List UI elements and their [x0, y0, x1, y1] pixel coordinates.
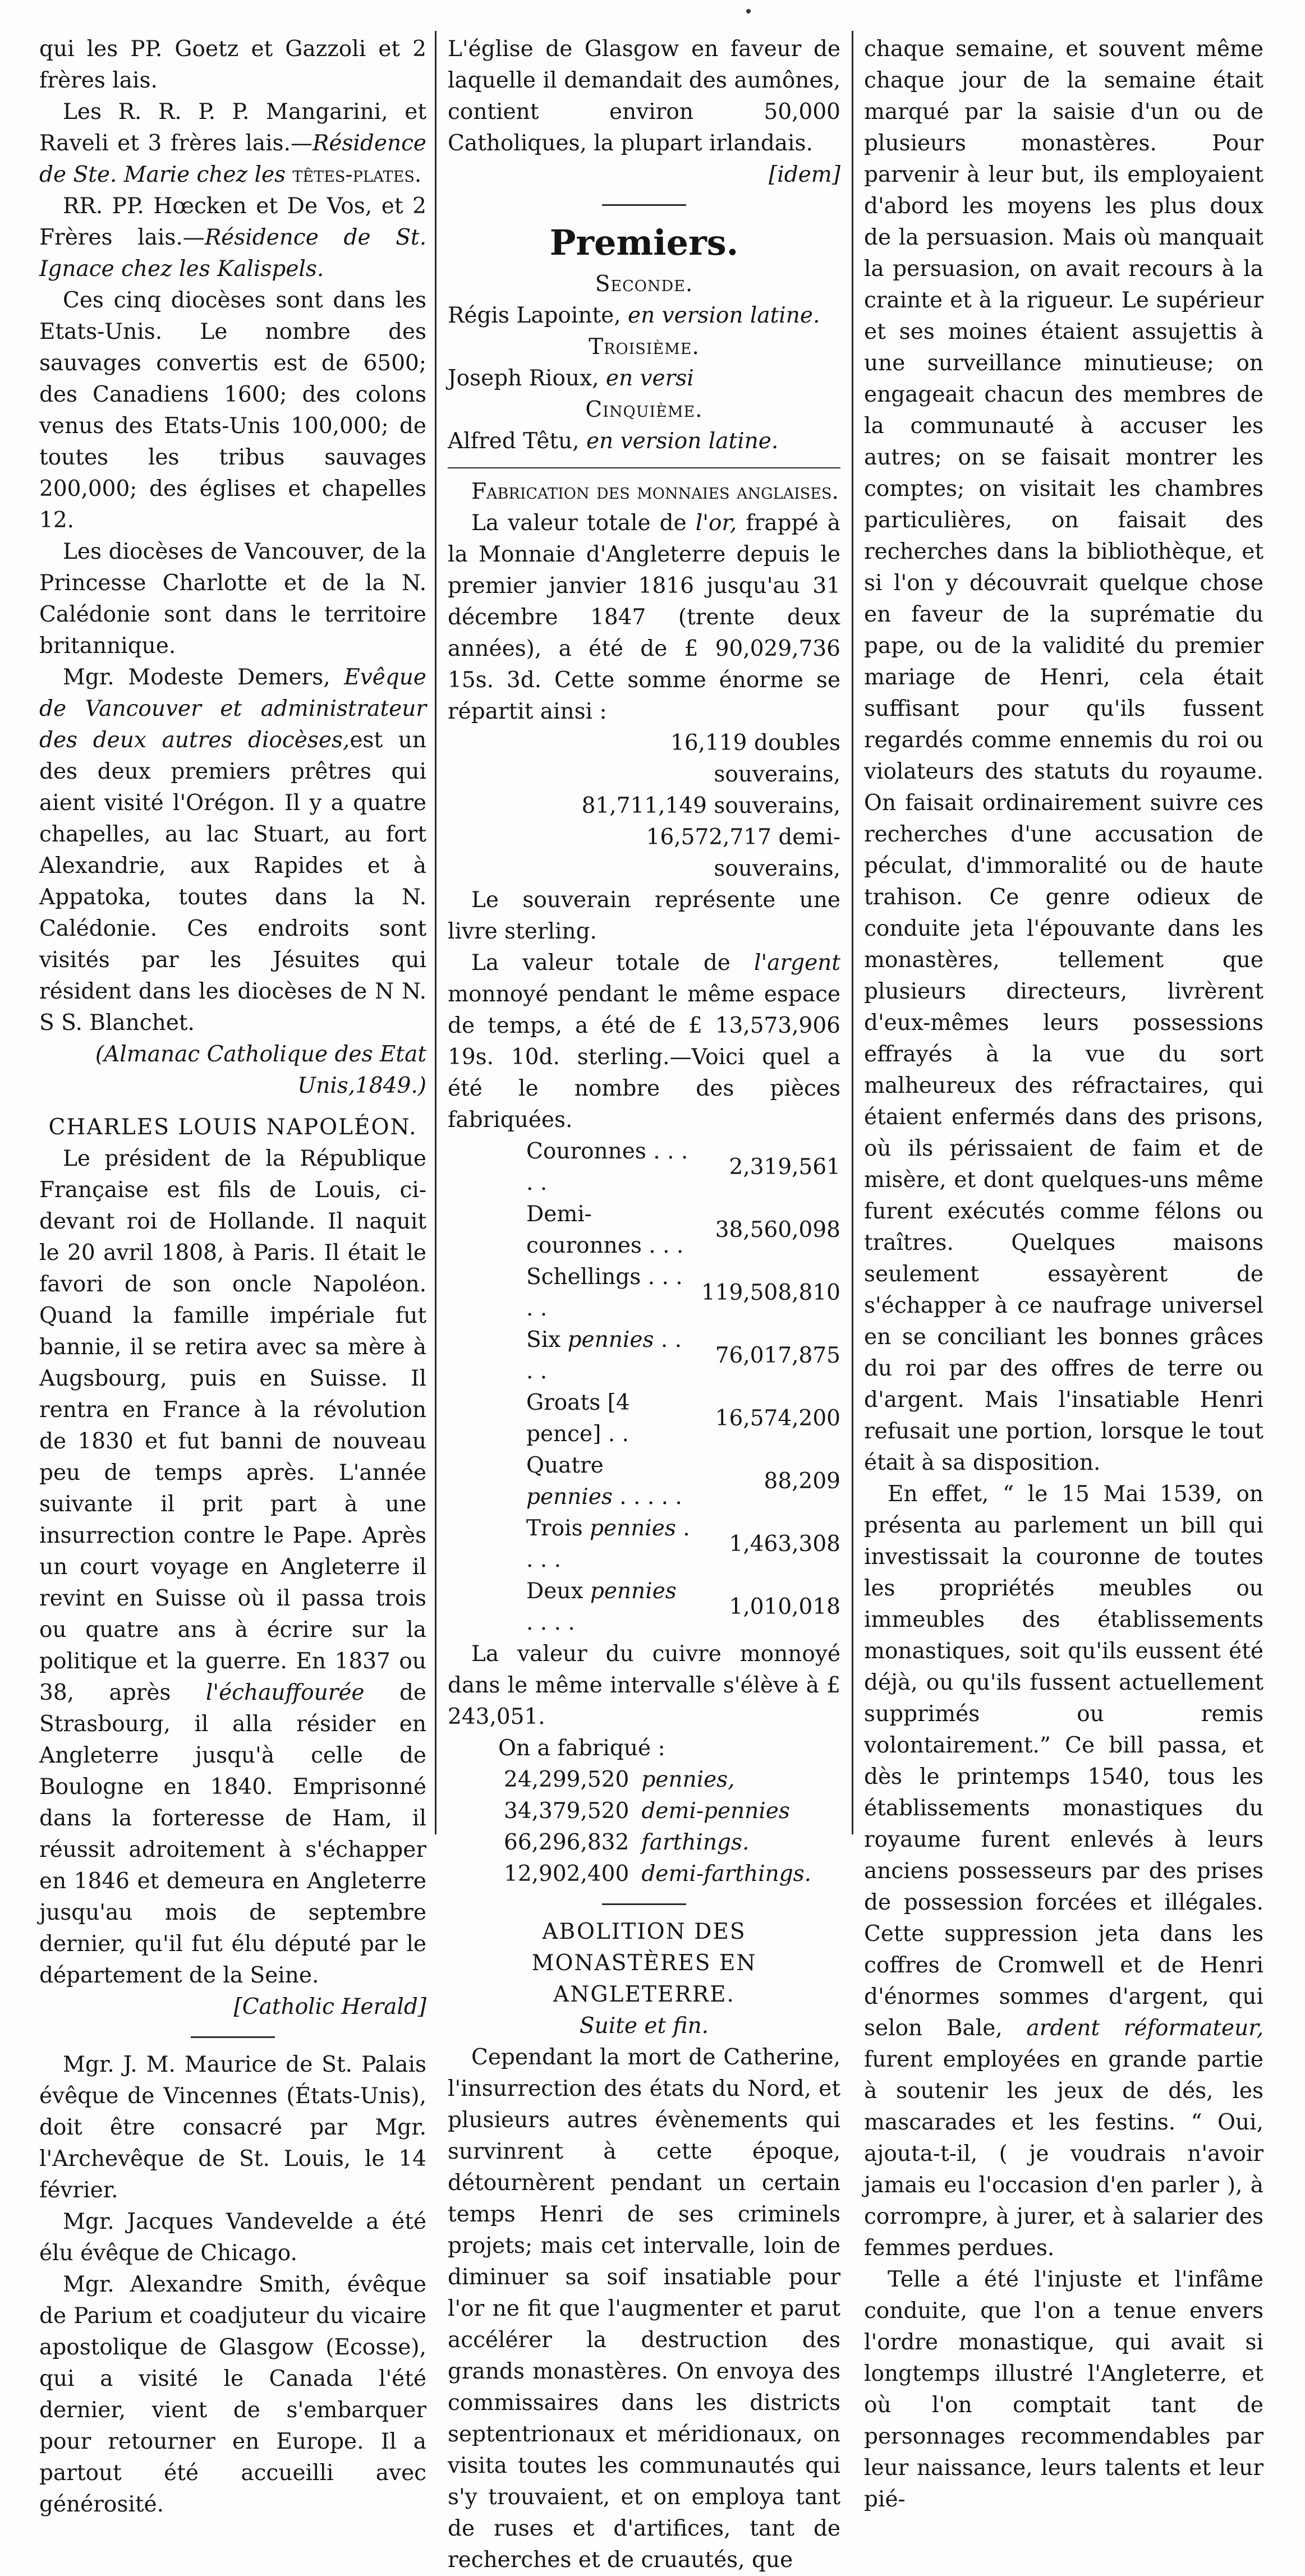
paragraph [448, 947, 840, 1136]
coin-count: 76,017,875 [715, 1343, 840, 1368]
table-row [448, 1796, 811, 1827]
coin-name: Trois pennies . . . . [526, 1516, 690, 1572]
text: En effet, “ le 15 Mai 1539, on présenta au parlement un bill qui investissait la couronne de toutes les propriétés meubles ou immeubles des établissements monastiques, soit qu'ils eussent été déjà, ou qu'ils fussent actuellement supprimés ou remis volontairement.” Ce bill passa, et dès le printemps 1540, tous les établissements monastiques du royaume furent enlevés à leurs anciens possesseurs par des prises de possession forcées et illégales. Cette suppression jeta dans les coffres de Cromwell et de Henri d'énormes sommes d'argent, qui selon Bale, [864, 1482, 1263, 2041]
divider [448, 467, 840, 468]
sovereign-table [448, 728, 840, 885]
coin-count: 1,010,018 [729, 1594, 840, 1620]
prize-line [448, 426, 840, 457]
column-3 [864, 34, 1263, 2515]
student-name: Alfred Têtu, [448, 429, 580, 454]
subheading: Suite et fin. [579, 2013, 709, 2039]
table-row [448, 1513, 840, 1576]
italic-text: Evêque de Vancouver et administrateur des deux autres diocèses, [39, 665, 426, 753]
coin-name: Quatre pennies . . . . . [526, 1453, 682, 1510]
paragraph [39, 1143, 426, 1991]
smallcaps-text: têtes-plates. [292, 162, 422, 187]
text: monnoyé pendant le même espace de temps, a été de £ 13,573,906 19s. 10d. sterling.—Voici quel a été le nombre des pièces fabriquées. [448, 982, 840, 1133]
copper-count: 34,379,520 [504, 1798, 629, 1824]
student-name: Joseph Rioux, [448, 366, 599, 391]
italic-text: l'or, [695, 510, 737, 536]
table-row [448, 728, 840, 790]
paragraph [448, 508, 840, 728]
copper-count: 66,296,832 [504, 1830, 629, 1855]
prize-line [448, 363, 840, 394]
coin-name: Deux pennies . . . . [526, 1579, 677, 1635]
copper-count: 12,902,400 [504, 1861, 629, 1887]
table-row [448, 1136, 840, 1199]
table-cell: 16,119 doubles souverains, [670, 730, 840, 787]
coin-name: Schellings . . . . . [526, 1264, 683, 1321]
italic-text: ardent réformateur, [1026, 2016, 1263, 2041]
paragraph: Cependant la mort de Catherine, l'insurrection des états du Nord, et plusieurs autres évènements qui survinrent à cette époque, détournèrent pendant un certain temps Henri de ses criminels projets; mais cet intervalle, loin de diminuer sa soif insatiable pour l'or ne fit que l'augmenter et parut accélérer la destruction des grands monastères. On envoya des commissaires dans les districts septentrionaux et méridionaux, on visita toutes les communautés qui s'y trouvaient, et on employa tant de ruses et d'artifices, tant de recherches et de cruautés, que [448, 2045, 840, 2573]
table-row [448, 1576, 840, 1639]
section-heading: CHARLES LOUIS NAPOLÉON. [48, 1115, 417, 1140]
paragraph: Mgr. J. M. Maurice de St. Palais évêque de Vincennes (États-Unis), doit être consacré par Mgr. l'Archevêque de St. Louis, le 14 février. [39, 2052, 426, 2203]
source-citation: [Catholic Herald] [233, 1994, 426, 2020]
text: Les R. R. P. P. Mangarini, et Raveli et 3 frères lais.— [39, 99, 426, 156]
paragraph [864, 1479, 1263, 2264]
text: La valeur totale de [471, 510, 687, 536]
paragraph: Mgr. Jacques Vandevelde a été élu évêque de Chicago. [39, 2209, 426, 2266]
coin-count: 38,560,098 [715, 1217, 840, 1243]
coin-name: Demi-couronnes . . . [526, 1202, 684, 1258]
italic-text: Résidence de Ste. Marie chez les [39, 131, 426, 187]
prize-subject: en versi [605, 366, 694, 391]
paragraph [39, 662, 426, 1039]
paragraph: Telle a été l'injuste et l'infâme conduite, que l'on a tenue envers l'ordre monastique, qui avait si longtemps illustré l'Angleterre, et où l'on comptait tant de personnages recommendables par leur naissance, leurs talents et leur pié- [864, 2267, 1263, 2512]
section-heading: Fabrication des monnaies anglaises. [471, 479, 839, 504]
class-label-troisieme: Troisième. [589, 334, 700, 360]
copper-label: demi-farthings. [641, 1861, 812, 1887]
prize-subject: en version latine. [628, 303, 820, 328]
coins-table [448, 1136, 840, 1639]
source-citation: [idem] [769, 162, 840, 187]
coin-count: 2,319,561 [729, 1154, 840, 1180]
premiers-heading: Premiers. [549, 222, 739, 263]
text: de Strasbourg, il alla résider en Angleterre jusqu'à celle de Boulogne en 1840. Emprisonné dans la forteresse de Ham, il réussit adroitement à s'échapper en 1846 et demeura en Angleterre jusqu'au mois de septembre dernier, qu'il fut élu député par le département de la Seine. [39, 1680, 427, 1988]
paragraph: Mgr. Alexandre Smith, évêque de Parium et coadjuteur du vicaire apostolique de Glasgow (Ecosse), qui a visité le Canada l'été dernier, vient de s'embarquer pour retourner en Europe. Il a partout été accueilli avec générosité. [39, 2272, 426, 2517]
paragraph: On a fabriqué : [498, 1736, 665, 1761]
class-label-seconde: Seconde. [595, 272, 693, 297]
table-row [448, 1827, 811, 1859]
coin-name: Groats [4 pence] . . [526, 1390, 630, 1447]
text: Le président de la République Française est fils de Louis, ci-devant roi de Hollande. Il naquit le 20 avril 1808, à Paris. Il était le favori de son oncle Napoléon. Quand la famille impériale fut bannie, il se retira avec sa mère à Augsbourg, puis en Suisse. Il rentra en France à la révolution de 1830 et fut banni de nouveau peu de temps après. L'année suivante il prit part à une insurrection contre le Pape. Après un court voyage en Angleterre il revint en Suisse où il passa trois ou quatre ans à écrire sur la politique et la guerre. En 1837 ou 38, après [39, 1146, 426, 1705]
class-label-cinquieme: Cinquième. [585, 397, 703, 422]
copper-label: demi-pennies [641, 1798, 790, 1824]
coin-name: Couronnes . . . . . [526, 1139, 688, 1195]
text: Mgr. Modeste Demers, [63, 665, 330, 690]
text: RR. PP. Hœcken et De Vos, et 2 Frères lais.— [39, 194, 426, 250]
section-heading: ABOLITION DES MONASTÈRES EN ANGLETERRE. [531, 1919, 757, 2007]
prize-line [448, 300, 840, 332]
paragraph: La valeur du cuivre monnoyé dans le même intervalle s'élève à £ 243,051. [448, 1641, 840, 1729]
table-row [448, 822, 840, 885]
column-rule [435, 31, 436, 1834]
divider [191, 2036, 275, 2038]
source-citation: (Almanac Catholique des Etat Unis,1849.) [95, 1042, 426, 1098]
table-row [448, 790, 840, 822]
table-cell: 16,572,717 demi-souverains, [646, 825, 840, 881]
text: est un des deux premiers prêtres qui aient visité l'Orégon. Il y a quatre chapelles, au lac Stuart, au fort Alexandrie, aux Rapides et à Appatoka, toutes dans la N. Calédonie. Ces endroits sont visités par les Jésuites qui résident dans les diocèses de N N. S S. Blanchet. [39, 728, 426, 1036]
student-name: Régis Lapointe, [448, 303, 621, 328]
italic-text: Résidence de St. Ignace chez les Kalispels. [39, 225, 426, 282]
paragraph [39, 96, 426, 191]
coin-count: 119,508,810 [701, 1280, 840, 1305]
column-rule [852, 31, 853, 1834]
copper-count: 24,299,520 [504, 1767, 629, 1792]
table-row [448, 1199, 840, 1262]
text: frappé à la Monnaie d'Angleterre depuis le premier janvier 1816 jusqu'au 31 décembre 1847 (trente deux années), a été de £ 90,029,736 15s. 3d. Cette somme énorme se répartit ainsi : [448, 510, 840, 724]
paragraph [39, 191, 426, 285]
divider [602, 1903, 686, 1905]
column-1 [39, 34, 426, 2520]
italic-text: l'argent [754, 950, 840, 976]
table-row [448, 1764, 811, 1796]
text: La valeur totale de [471, 950, 730, 976]
italic-text: l'échauffourée [205, 1680, 365, 1705]
copper-label: farthings. [641, 1830, 750, 1855]
paragraph: Ces cinq diocèses sont dans les Etats-Unis. Le nombre des sauvages convertis est de 6500; des Canadiens 1600; des colons venus des Etats-Unis 100,000; de toutes les tribus sauvages 200,000; des églises et chapelles 12. [39, 288, 426, 533]
prize-subject: en version latine. [586, 429, 779, 454]
paragraph: qui les PP. Goetz et Gazzoli et 2 frères lais. [39, 36, 426, 93]
table-row [448, 1324, 840, 1387]
coin-count: 16,574,200 [715, 1406, 840, 1431]
text: furent employées en grande partie à soutenir les jeux de dés, les mascarades et les festins. “ Oui, ajouta-t-il, ( je voudrais n'avoir jamais eu l'occasion d'en parler ), à corrompre, à jurer, et à salarier des femmes perdues. [864, 2047, 1263, 2261]
table-row [448, 1450, 840, 1513]
paragraph: L'église de Glasgow en faveur de laquelle il demandait des aumônes, contient environ 50,000 Catholiques, la plupart irlandais. [448, 36, 840, 156]
divider [602, 204, 686, 206]
coin-name: Six pennies . . . . [526, 1327, 682, 1384]
column-2 [448, 34, 840, 2576]
paragraph: Les diocèses de Vancouver, de la Princesse Charlotte et de la N. Calédonie sont dans le territoire britannique. [39, 539, 426, 659]
table-row [448, 1387, 840, 1450]
paragraph: Le souverain représente une livre sterling. [448, 887, 840, 944]
coin-count: 88,209 [764, 1469, 840, 1494]
coin-count: 1,463,308 [729, 1531, 840, 1557]
table-row [448, 1859, 811, 1890]
copper-label: pennies, [641, 1767, 735, 1792]
copper-table [448, 1764, 811, 1890]
table-row [448, 1262, 840, 1324]
print-speck [746, 9, 751, 13]
table-cell: 81,711,149 souverains, [581, 793, 840, 818]
paragraph: chaque semaine, et souvent même chaque jour de la semaine était marqué par la saisie d'un ou de plusieurs monastères. Pour parvenir à leur but, ils employaient d'abord les moyens les plus doux de la persuasion. Mais où manquait la persuasion, on avait recours à la crainte et à la rigueur. Le supérieur et ses moines étaient assujettis à une surveillance minutieuse; on engageait chacun des membres de la communauté à accuser les autres; on se faisait montrer les comptes; on visitait les chambres particulières, on faisait des recherches dans la bibliothèque, et si l'on y découvrait quelque chose en faveur de la suprématie du pape, ou de la validité du premier mariage de Henri, cela était suffisant pour qu'ils fussent regardés comme ennemis du roi ou violateurs des statuts du royaume. On faisait ordinairement suivre ces recherches d'une accusation de péculat, d'immoralité ou de haute trahison. Ce genre odieux de conduite jeta l'épouvante dans les monastères, tellement que plusieurs directeurs, livrèrent d'eux-mêmes leurs possessions effrayés à la vue du sort malheureux des réfractaires, qui étaient enfermés dans des prisons, où ils périssaient de faim et de misère, et dont quelques-uns même furent exécutés comme félons ou traîtres. Quelques maisons seulement essayèrent de s'échapper à ce naufrage universel en se conciliant les bonnes grâces du roi par des offres de terre ou d'argent. Mais l'insatiable Henri refusait une portion, lorsque le tout était à sa disposition. [864, 36, 1263, 1475]
